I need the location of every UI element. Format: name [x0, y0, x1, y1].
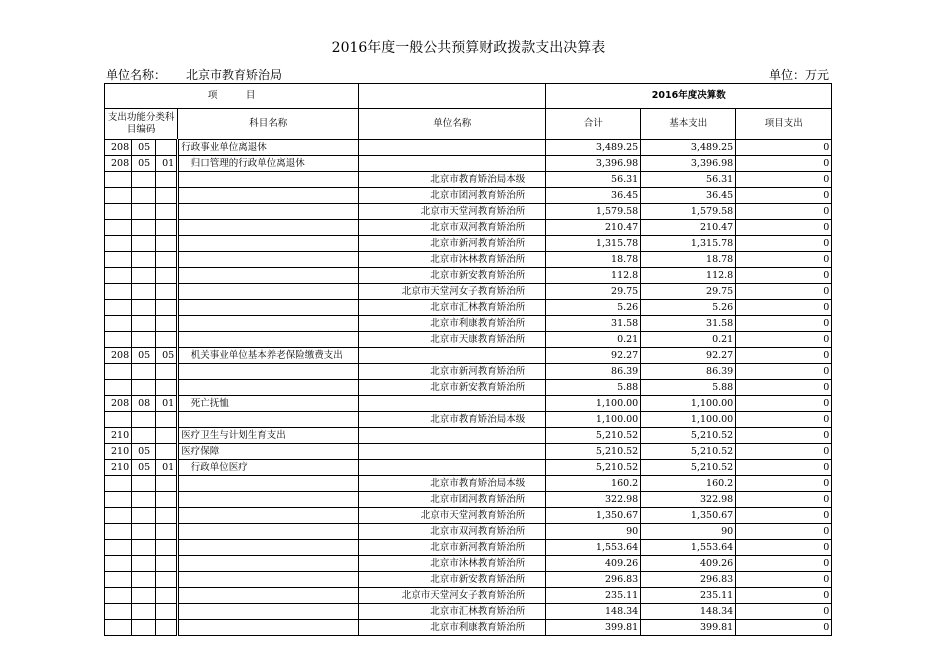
cell-code-2 — [132, 412, 156, 428]
cell-code-3 — [156, 316, 178, 332]
cell-project-exp: 0 — [736, 588, 832, 604]
cell-total: 1,579.58 — [546, 204, 641, 220]
cell-code-1 — [105, 220, 132, 236]
cell-total: 1,315.78 — [546, 236, 641, 252]
table-row — [105, 316, 832, 332]
cell-code-2 — [132, 220, 156, 236]
cell-subject-name — [178, 284, 359, 300]
cell-unit-name: 北京市新安教育矫治所 — [359, 572, 546, 588]
cell-code-2 — [132, 492, 156, 508]
table-row — [105, 620, 832, 636]
table-row — [105, 572, 832, 588]
header-code: 支出功能分类科目编码 — [105, 109, 178, 140]
table-row — [105, 476, 832, 492]
cell-total: 399.81 — [546, 620, 641, 636]
cell-code-1: 210 — [105, 428, 132, 444]
cell-total: 18.78 — [546, 252, 641, 268]
cell-code-3 — [156, 172, 178, 188]
cell-subject-name — [178, 556, 359, 572]
cell-subject-name — [178, 300, 359, 316]
cell-unit-name: 北京市沐林教育矫治所 — [359, 556, 546, 572]
cell-project-exp: 0 — [736, 204, 832, 220]
cell-unit-name: 北京市双河教育矫治所 — [359, 220, 546, 236]
cell-code-3 — [156, 140, 178, 156]
cell-project-exp: 0 — [736, 172, 832, 188]
cell-subject-name — [178, 620, 359, 636]
header-subject-name: 科目名称 — [178, 109, 359, 140]
cell-unit-name: 北京市利康教育矫治所 — [359, 316, 546, 332]
cell-code-3 — [156, 284, 178, 300]
cell-code-2 — [132, 556, 156, 572]
header-total: 合计 — [546, 109, 641, 140]
cell-subject-name — [178, 588, 359, 604]
cell-project-exp: 0 — [736, 492, 832, 508]
cell-basic: 160.2 — [641, 476, 736, 492]
cell-subject-name — [178, 364, 359, 380]
cell-subject-name — [178, 524, 359, 540]
cell-code-1 — [105, 476, 132, 492]
cell-code-2: 08 — [132, 396, 156, 412]
cell-subject-name — [178, 268, 359, 284]
cell-basic: 90 — [641, 524, 736, 540]
cell-code-2: 05 — [132, 444, 156, 460]
cell-subject-name — [178, 188, 359, 204]
cell-code-3 — [156, 252, 178, 268]
cell-basic: 86.39 — [641, 364, 736, 380]
cell-code-2 — [132, 284, 156, 300]
cell-basic: 18.78 — [641, 252, 736, 268]
cell-basic: 5,210.52 — [641, 428, 736, 444]
cell-basic: 3,489.25 — [641, 140, 736, 156]
cell-project-exp: 0 — [736, 524, 832, 540]
cell-total: 29.75 — [546, 284, 641, 300]
cell-total: 322.98 — [546, 492, 641, 508]
table-row — [105, 412, 832, 428]
table-row — [105, 444, 832, 460]
header-budget-year: 2016年度决算数 — [546, 84, 832, 109]
cell-unit-name: 北京市团河教育矫治所 — [359, 188, 546, 204]
cell-unit-name — [359, 444, 546, 460]
header-blank — [359, 84, 546, 109]
table-row — [105, 492, 832, 508]
table-row — [105, 604, 832, 620]
cell-basic: 296.83 — [641, 572, 736, 588]
cell-total: 0.21 — [546, 332, 641, 348]
cell-basic: 56.31 — [641, 172, 736, 188]
cell-project-exp: 0 — [736, 508, 832, 524]
cell-unit-name: 北京市新安教育矫治所 — [359, 380, 546, 396]
header-project: 项 目 — [105, 84, 359, 109]
cell-total: 210.47 — [546, 220, 641, 236]
cell-total: 86.39 — [546, 364, 641, 380]
cell-code-2 — [132, 524, 156, 540]
cell-unit-name: 北京市汇林教育矫治所 — [359, 604, 546, 620]
cell-basic: 1,553.64 — [641, 540, 736, 556]
cell-code-3 — [156, 220, 178, 236]
cell-code-2 — [132, 300, 156, 316]
cell-code-1 — [105, 284, 132, 300]
unit-name: 北京市教育矫治局 — [186, 68, 283, 82]
cell-project-exp: 0 — [736, 332, 832, 348]
cell-unit-name: 北京市利康教育矫治所 — [359, 620, 546, 636]
cell-code-1 — [105, 188, 132, 204]
cell-code-1: 208 — [105, 140, 132, 156]
cell-project-exp: 0 — [736, 220, 832, 236]
cell-subject-name — [178, 172, 359, 188]
cell-code-2 — [132, 572, 156, 588]
cell-code-3 — [156, 588, 178, 604]
cell-total: 1,100.00 — [546, 412, 641, 428]
cell-project-exp: 0 — [736, 540, 832, 556]
header-basic: 基本支出 — [641, 109, 736, 140]
cell-code-2 — [132, 540, 156, 556]
cell-basic: 1,100.00 — [641, 412, 736, 428]
cell-unit-name: 北京市新河教育矫治所 — [359, 236, 546, 252]
cell-project-exp: 0 — [736, 556, 832, 572]
table-row — [105, 588, 832, 604]
cell-code-1: 210 — [105, 444, 132, 460]
cell-code-1 — [105, 556, 132, 572]
cell-code-1 — [105, 332, 132, 348]
cell-basic: 322.98 — [641, 492, 736, 508]
expenditure-table — [104, 83, 832, 636]
cell-basic: 1,100.00 — [641, 396, 736, 412]
header-project-exp: 项目支出 — [736, 109, 832, 140]
cell-total: 56.31 — [546, 172, 641, 188]
cell-code-2: 05 — [132, 140, 156, 156]
cell-subject-name — [178, 476, 359, 492]
table-row — [105, 252, 832, 268]
cell-subject-name — [178, 236, 359, 252]
table-row — [105, 508, 832, 524]
table-row — [105, 556, 832, 572]
cell-code-3 — [156, 444, 178, 460]
cell-code-1 — [105, 300, 132, 316]
cell-basic: 399.81 — [641, 620, 736, 636]
cell-unit-name — [359, 396, 546, 412]
cell-code-3 — [156, 556, 178, 572]
cell-subject-name — [178, 220, 359, 236]
cell-total: 3,396.98 — [546, 156, 641, 172]
cell-code-1 — [105, 380, 132, 396]
cell-code-2 — [132, 268, 156, 284]
cell-project-exp: 0 — [736, 348, 832, 364]
cell-code-2 — [132, 604, 156, 620]
cell-unit-name — [359, 140, 546, 156]
cell-unit-name: 北京市天堂河女子教育矫治所 — [359, 588, 546, 604]
cell-code-3: 01 — [156, 156, 178, 172]
table-row — [105, 140, 832, 156]
cell-code-3 — [156, 268, 178, 284]
cell-unit-name: 北京市新安教育矫治所 — [359, 268, 546, 284]
cell-code-1: 208 — [105, 156, 132, 172]
cell-subject-name — [178, 252, 359, 268]
cell-code-1 — [105, 540, 132, 556]
cell-project-exp: 0 — [736, 300, 832, 316]
table-row — [105, 220, 832, 236]
cell-code-3 — [156, 412, 178, 428]
cell-code-2: 05 — [132, 460, 156, 476]
cell-code-3 — [156, 364, 178, 380]
cell-total: 5.88 — [546, 380, 641, 396]
cell-subject-name: 机关事业单位基本养老保险缴费支出 — [178, 348, 359, 364]
table-row — [105, 524, 832, 540]
cell-code-3 — [156, 300, 178, 316]
cell-code-3 — [156, 188, 178, 204]
cell-subject-name — [178, 492, 359, 508]
table-row — [105, 284, 832, 300]
cell-code-1 — [105, 236, 132, 252]
cell-subject-name: 医疗保障 — [178, 444, 359, 460]
table-row — [105, 380, 832, 396]
cell-total: 31.58 — [546, 316, 641, 332]
cell-subject-name — [178, 204, 359, 220]
cell-code-1 — [105, 316, 132, 332]
cell-project-exp: 0 — [736, 284, 832, 300]
cell-unit-name: 北京市教育矫治局本级 — [359, 412, 546, 428]
cell-code-2 — [132, 508, 156, 524]
cell-unit-name — [359, 348, 546, 364]
cell-code-3 — [156, 380, 178, 396]
table-row — [105, 460, 832, 476]
cell-code-1 — [105, 572, 132, 588]
cell-code-1 — [105, 588, 132, 604]
unit-label: 单位名称： — [106, 68, 167, 82]
table-row — [105, 300, 832, 316]
cell-code-2 — [132, 620, 156, 636]
cell-code-3 — [156, 236, 178, 252]
cell-total: 5,210.52 — [546, 460, 641, 476]
cell-code-3: 05 — [156, 348, 178, 364]
cell-total: 296.83 — [546, 572, 641, 588]
cell-subject-name: 医疗卫生与计划生育支出 — [178, 428, 359, 444]
cell-code-1 — [105, 524, 132, 540]
cell-code-1 — [105, 508, 132, 524]
cell-project-exp: 0 — [736, 188, 832, 204]
cell-code-2 — [132, 588, 156, 604]
cell-code-2: 05 — [132, 156, 156, 172]
cell-code-2 — [132, 172, 156, 188]
cell-basic: 31.58 — [641, 316, 736, 332]
cell-basic: 1,579.58 — [641, 204, 736, 220]
cell-basic: 5.26 — [641, 300, 736, 316]
cell-code-1 — [105, 252, 132, 268]
cell-unit-name: 北京市沐林教育矫治所 — [359, 252, 546, 268]
table-row — [105, 428, 832, 444]
cell-total: 148.34 — [546, 604, 641, 620]
cell-subject-name: 行政单位医疗 — [178, 460, 359, 476]
cell-code-1 — [105, 204, 132, 220]
cell-total: 90 — [546, 524, 641, 540]
cell-total: 92.27 — [546, 348, 641, 364]
cell-code-3 — [156, 476, 178, 492]
cell-code-1: 208 — [105, 396, 132, 412]
cell-code-2 — [132, 188, 156, 204]
cell-basic: 1,350.67 — [641, 508, 736, 524]
table-row — [105, 268, 832, 284]
cell-basic: 5,210.52 — [641, 460, 736, 476]
cell-unit-name: 北京市教育矫治局本级 — [359, 476, 546, 492]
cell-total: 235.11 — [546, 588, 641, 604]
cell-code-3 — [156, 332, 178, 348]
cell-subject-name: 行政事业单位离退休 — [178, 140, 359, 156]
cell-total: 5.26 — [546, 300, 641, 316]
cell-basic: 112.8 — [641, 268, 736, 284]
cell-code-3 — [156, 604, 178, 620]
cell-code-1 — [105, 492, 132, 508]
cell-basic: 92.27 — [641, 348, 736, 364]
cell-basic: 0.21 — [641, 332, 736, 348]
cell-project-exp: 0 — [736, 236, 832, 252]
cell-total: 112.8 — [546, 268, 641, 284]
cell-project-exp: 0 — [736, 428, 832, 444]
cell-total: 3,489.25 — [546, 140, 641, 156]
cell-unit-name — [359, 428, 546, 444]
cell-project-exp: 0 — [736, 252, 832, 268]
cell-code-2 — [132, 476, 156, 492]
cell-basic: 409.26 — [641, 556, 736, 572]
cell-unit-name: 北京市双河教育矫治所 — [359, 524, 546, 540]
cell-code-3 — [156, 508, 178, 524]
cell-subject-name: 归口管理的行政单位离退休 — [178, 156, 359, 172]
cell-subject-name — [178, 508, 359, 524]
cell-project-exp: 0 — [736, 140, 832, 156]
cell-subject-name — [178, 412, 359, 428]
cell-unit-name: 北京市新河教育矫治所 — [359, 540, 546, 556]
cell-code-2: 05 — [132, 348, 156, 364]
cell-unit-name — [359, 460, 546, 476]
cell-basic: 36.45 — [641, 188, 736, 204]
cell-unit-name: 北京市教育矫治局本级 — [359, 172, 546, 188]
cell-subject-name — [178, 540, 359, 556]
cell-total: 5,210.52 — [546, 444, 641, 460]
cell-code-2 — [132, 252, 156, 268]
cell-code-3 — [156, 204, 178, 220]
cell-total: 5,210.52 — [546, 428, 641, 444]
cell-code-2 — [132, 204, 156, 220]
table-row — [105, 156, 832, 172]
cell-project-exp: 0 — [736, 412, 832, 428]
cell-project-exp: 0 — [736, 396, 832, 412]
cell-code-2 — [132, 428, 156, 444]
cell-project-exp: 0 — [736, 316, 832, 332]
cell-project-exp: 0 — [736, 604, 832, 620]
cell-project-exp: 0 — [736, 620, 832, 636]
cell-subject-name — [178, 332, 359, 348]
table-row — [105, 172, 832, 188]
cell-project-exp: 0 — [736, 268, 832, 284]
cell-subject-name — [178, 316, 359, 332]
cell-total: 36.45 — [546, 188, 641, 204]
cell-project-exp: 0 — [736, 444, 832, 460]
cell-basic: 210.47 — [641, 220, 736, 236]
cell-code-3: 01 — [156, 460, 178, 476]
cell-total: 409.26 — [546, 556, 641, 572]
cell-total: 1,350.67 — [546, 508, 641, 524]
cell-code-3 — [156, 428, 178, 444]
table-row — [105, 332, 832, 348]
cell-basic: 148.34 — [641, 604, 736, 620]
cell-project-exp: 0 — [736, 460, 832, 476]
cell-project-exp: 0 — [736, 572, 832, 588]
cell-basic: 3,396.98 — [641, 156, 736, 172]
money-unit: 单位：万元 — [768, 68, 829, 82]
cell-basic: 1,315.78 — [641, 236, 736, 252]
cell-code-1 — [105, 364, 132, 380]
cell-subject-name — [178, 572, 359, 588]
table-row — [105, 204, 832, 220]
cell-basic: 5,210.52 — [641, 444, 736, 460]
cell-unit-name: 北京市新河教育矫治所 — [359, 364, 546, 380]
cell-subject-name: 死亡抚恤 — [178, 396, 359, 412]
table-row — [105, 236, 832, 252]
cell-code-3 — [156, 572, 178, 588]
header-row-1 — [105, 84, 832, 109]
cell-total: 1,100.00 — [546, 396, 641, 412]
cell-unit-name: 北京市团河教育矫治所 — [359, 492, 546, 508]
cell-basic: 235.11 — [641, 588, 736, 604]
table-row — [105, 396, 832, 412]
cell-code-3: 01 — [156, 396, 178, 412]
cell-unit-name: 北京市天康教育矫治所 — [359, 332, 546, 348]
cell-code-2 — [132, 332, 156, 348]
cell-unit-name: 北京市天堂河教育矫治所 — [359, 508, 546, 524]
cell-code-2 — [132, 380, 156, 396]
cell-total: 160.2 — [546, 476, 641, 492]
cell-code-3 — [156, 492, 178, 508]
cell-code-1: 210 — [105, 460, 132, 476]
cell-code-1 — [105, 172, 132, 188]
cell-code-2 — [132, 364, 156, 380]
cell-project-exp: 0 — [736, 380, 832, 396]
cell-code-3 — [156, 540, 178, 556]
cell-total: 1,553.64 — [546, 540, 641, 556]
cell-basic: 29.75 — [641, 284, 736, 300]
header-unit-name: 单位名称 — [359, 109, 546, 140]
table-row — [105, 540, 832, 556]
cell-project-exp: 0 — [736, 364, 832, 380]
cell-code-3 — [156, 620, 178, 636]
cell-project-exp: 0 — [736, 156, 832, 172]
cell-code-1 — [105, 268, 132, 284]
cell-code-1 — [105, 412, 132, 428]
cell-unit-name: 北京市天堂河教育矫治所 — [359, 204, 546, 220]
table-row — [105, 188, 832, 204]
header-row-2 — [105, 109, 832, 140]
cell-subject-name — [178, 604, 359, 620]
cell-unit-name: 北京市汇林教育矫治所 — [359, 300, 546, 316]
cell-code-2 — [132, 236, 156, 252]
cell-basic: 5.88 — [641, 380, 736, 396]
cell-code-1 — [105, 620, 132, 636]
page-title: 2016年度一般公共预算财政拨款支出决算表 — [331, 40, 606, 56]
cell-code-3 — [156, 524, 178, 540]
cell-code-2 — [132, 316, 156, 332]
cell-code-1 — [105, 604, 132, 620]
cell-unit-name: 北京市天堂河女子教育矫治所 — [359, 284, 546, 300]
cell-code-1: 208 — [105, 348, 132, 364]
cell-unit-name — [359, 156, 546, 172]
table-row — [105, 348, 832, 364]
cell-project-exp: 0 — [736, 476, 832, 492]
table-row — [105, 364, 832, 380]
cell-subject-name — [178, 380, 359, 396]
